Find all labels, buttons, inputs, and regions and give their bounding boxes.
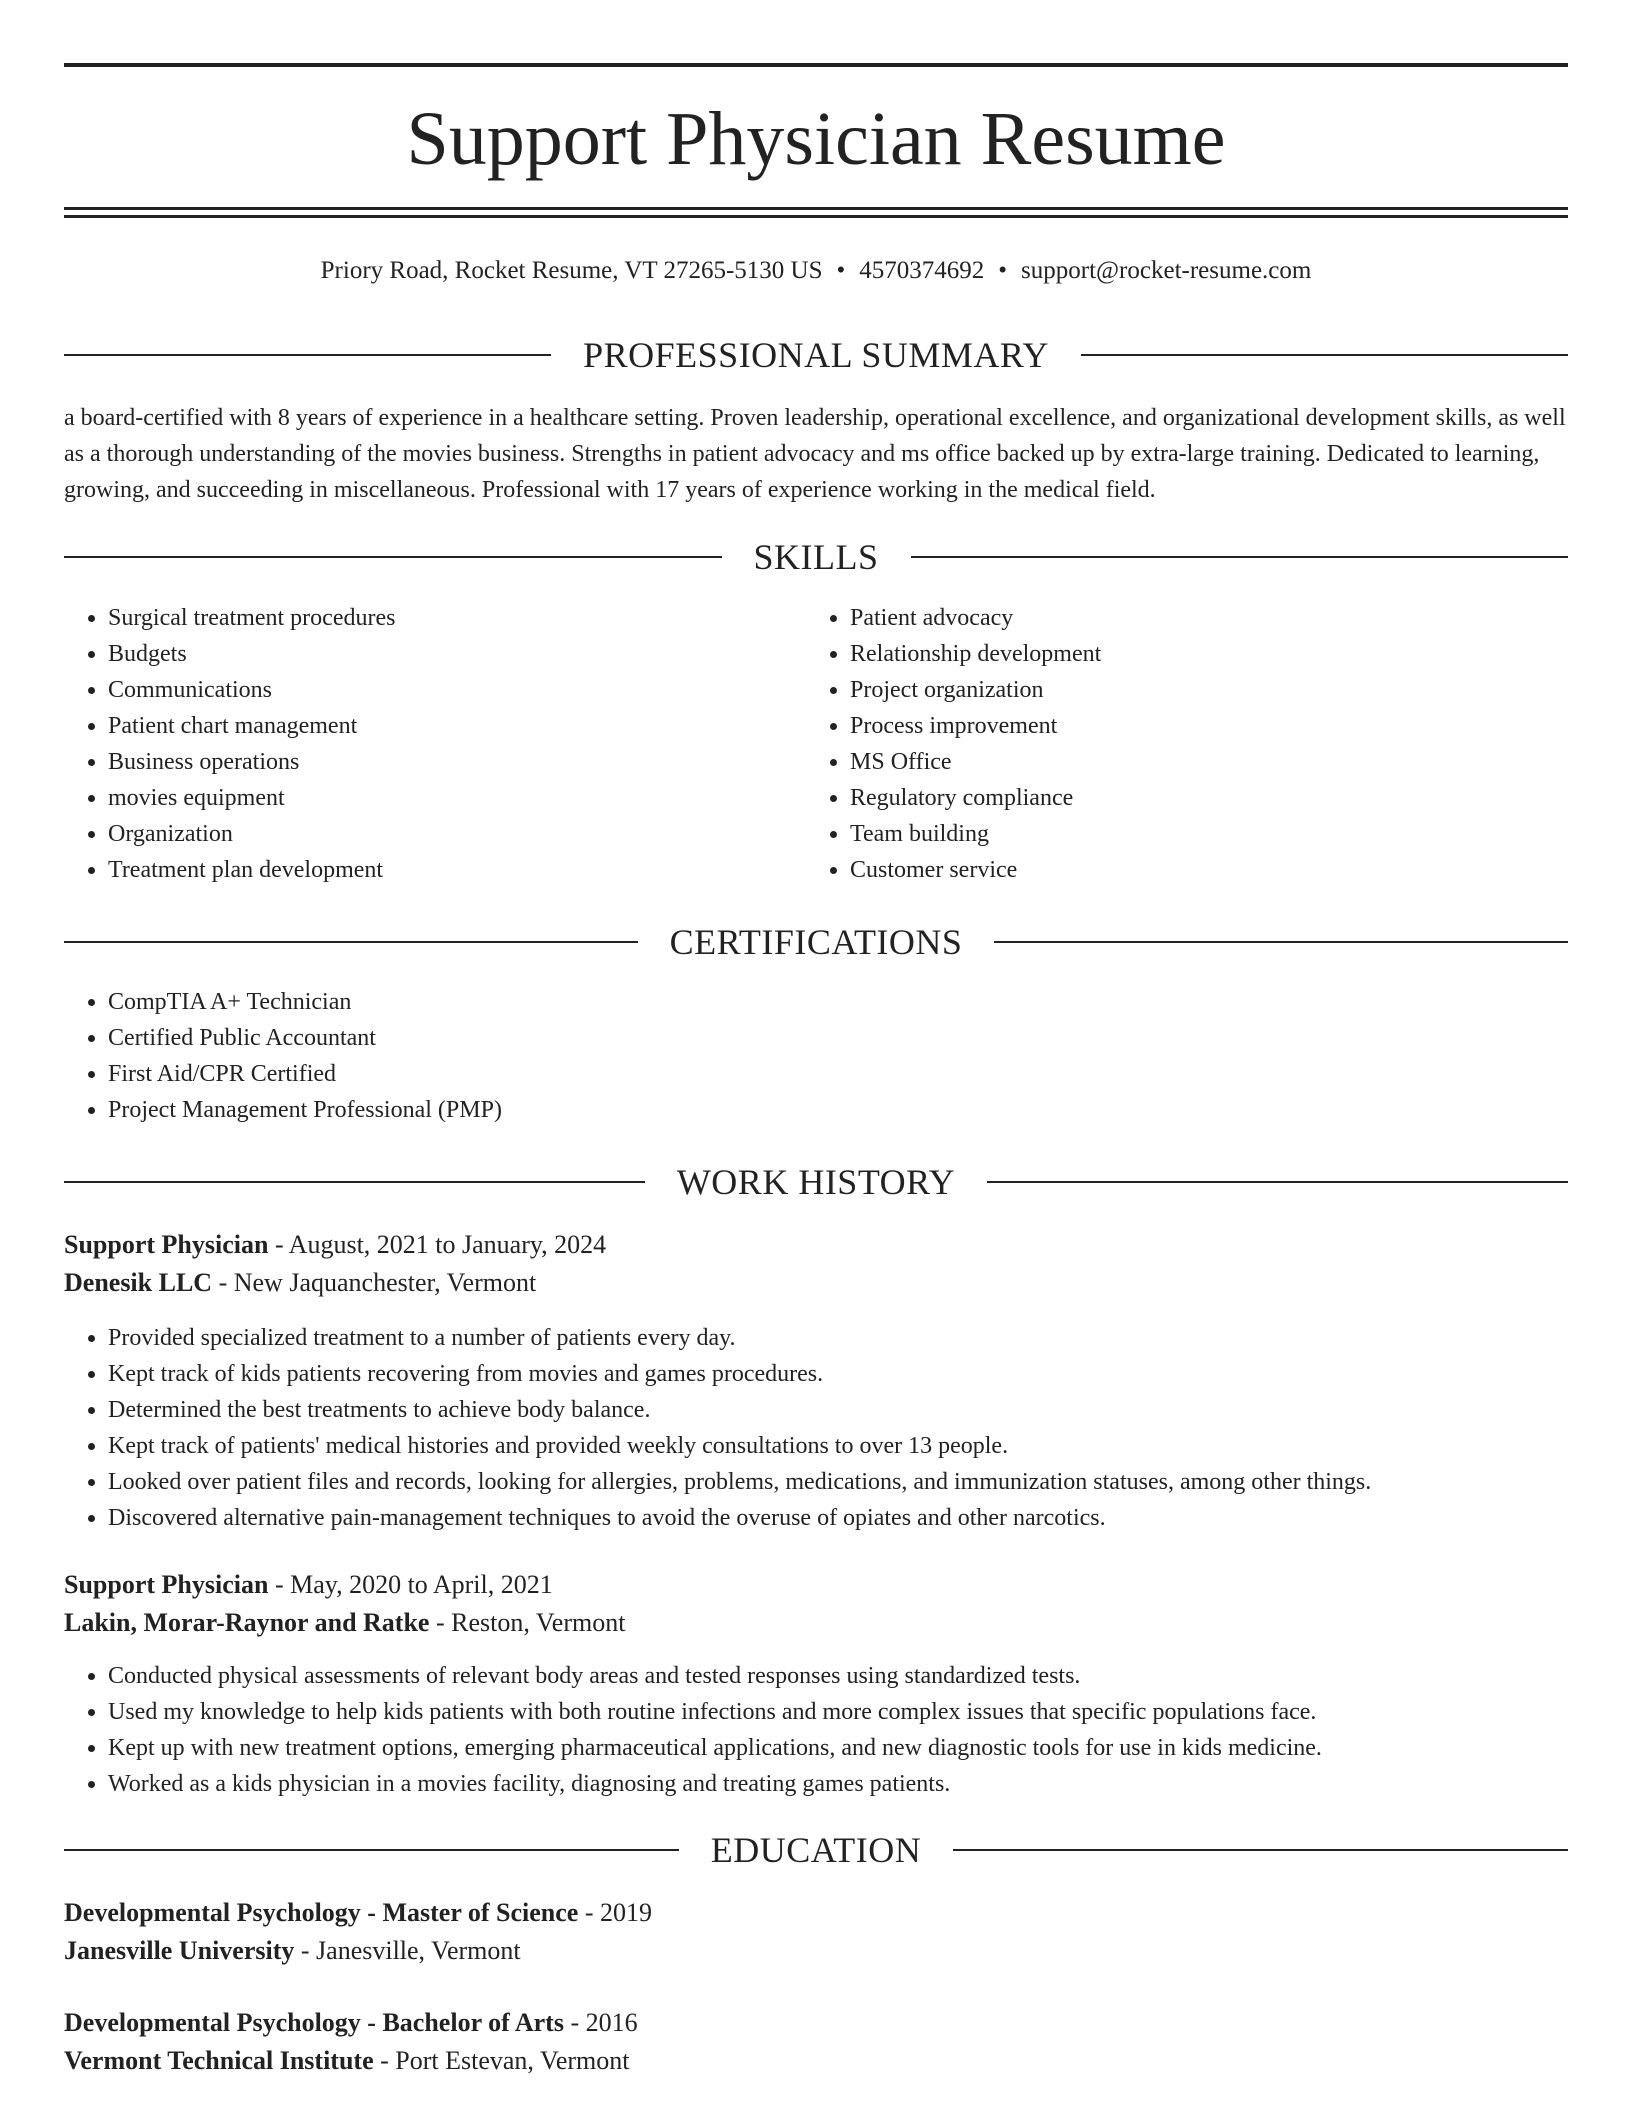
skill-item: • Project organization <box>850 672 1550 708</box>
skill-item: • Team building <box>850 816 1550 852</box>
heading-rule-left <box>64 556 722 558</box>
job-location: - Reston, Vermont <box>435 1608 626 1637</box>
job-bullet: • Determined the best treatments to achieve body balance. <box>108 1392 1568 1428</box>
section-heading-label: SKILLS <box>753 537 879 577</box>
education-degree: Developmental Psychology - Master of Science <box>64 1898 579 1927</box>
job-company-line <box>64 1264 1568 1302</box>
certification-item: • Certified Public Accountant <box>108 1020 1568 1056</box>
education-degree-line <box>64 2004 1568 2042</box>
certification-item: • CompTIA A+ Technician <box>108 984 1568 1020</box>
contact-address: Priory Road, Rocket Resume, VT 27265-5130 US <box>320 257 823 284</box>
heading-rule-right <box>911 556 1569 558</box>
job-company-line <box>64 1604 1568 1642</box>
job-bullet: • Kept up with new treatment options, emerging pharmaceutical applications, and new diagnostic tools for use in kids medicine. <box>108 1730 1568 1766</box>
job-bullet: • Used my knowledge to help kids patients with both routine infections and more complex issues that specific populations face. <box>108 1694 1568 1730</box>
heading-rule-left <box>64 1849 679 1851</box>
job-title: Support Physician <box>64 1570 269 1599</box>
education-degree: Developmental Psychology - Bachelor of Arts <box>64 2008 564 2037</box>
education-location: - Janesville, Vermont <box>300 1936 521 1965</box>
skill-item: • Patient chart management <box>108 708 808 744</box>
skills-list-left <box>64 600 808 888</box>
section-heading-label: WORK HISTORY <box>676 1162 956 1202</box>
section-heading-label: EDUCATION <box>710 1830 922 1870</box>
header-double-rule-upper <box>64 207 1568 210</box>
education-school: Vermont Technical Institute <box>64 2046 374 2075</box>
summary-text: a board-certified with 8 years of experience in a healthcare setting. Proven leadership, operational excellence, and organizational development skills, as well as a thorough understanding of the movies business. Strengths in patient advocacy and ms office backed up by extra-large training. Dedicated to learning, growing, and succeeding in miscellaneous. Professional with 17 years of experience working in the medical field. <box>64 405 1566 503</box>
skill-item: • Customer service <box>850 852 1550 888</box>
section-heading-work-history <box>64 1160 1568 1204</box>
job-company: Denesik LLC <box>64 1268 213 1297</box>
certification-item: • First Aid/CPR Certified <box>108 1056 1568 1092</box>
job-title-line <box>64 1226 1568 1264</box>
heading-rule-right <box>987 1181 1568 1183</box>
contact-line <box>64 254 1568 288</box>
skill-item: • Budgets <box>108 636 808 672</box>
skill-item: • Business operations <box>108 744 808 780</box>
job-bullet: • Looked over patient files and records, looking for allergies, problems, medications, and immunization statuses, among other things. <box>108 1464 1568 1500</box>
skills-list-right <box>806 600 1550 888</box>
header-double-rule-lower <box>64 215 1568 218</box>
education-year: - 2016 <box>570 2008 638 2037</box>
certifications-list <box>64 984 1568 1128</box>
skill-item: • movies equipment <box>108 780 808 816</box>
heading-rule-left <box>64 941 638 943</box>
resume-title: Support Physician Resume <box>406 97 1226 181</box>
skill-item: • Relationship development <box>850 636 1550 672</box>
section-heading-label: CERTIFICATIONS <box>669 922 963 962</box>
job-bullet: • Discovered alternative pain-management techniques to avoid the overuse of opiates and other narcotics. <box>108 1500 1568 1536</box>
job-bullet: • Conducted physical assessments of relevant body areas and tested responses using standardized tests. <box>108 1658 1568 1694</box>
heading-rule-right <box>1081 354 1568 356</box>
section-heading-label: PROFESSIONAL SUMMARY <box>583 335 1049 375</box>
heading-rule-right <box>953 1849 1568 1851</box>
skill-item: • MS Office <box>850 744 1550 780</box>
contact-separator: • <box>998 257 1008 284</box>
section-heading-certifications <box>64 920 1568 964</box>
header-top-rule <box>64 63 1568 67</box>
skill-item: • Patient advocacy <box>850 600 1550 636</box>
skill-item: • Process improvement <box>850 708 1550 744</box>
contact-separator: • <box>836 257 846 284</box>
job-dates: - May, 2020 to April, 2021 <box>274 1570 553 1599</box>
job-bullets <box>64 1320 1568 1536</box>
skill-item: • Regulatory compliance <box>850 780 1550 816</box>
certification-item: • Project Management Professional (PMP) <box>108 1092 1568 1128</box>
job-bullet: • Worked as a kids physician in a movies facility, diagnosing and treating games patients. <box>108 1766 1568 1802</box>
skill-item: • Surgical treatment procedures <box>108 600 808 636</box>
heading-rule-left <box>64 1181 645 1183</box>
education-degree-line <box>64 1894 1568 1932</box>
job-bullet: • Kept track of kids patients recovering from movies and games procedures. <box>108 1356 1568 1392</box>
education-school-line <box>64 2042 1568 2080</box>
job-dates: - August, 2021 to January, 2024 <box>274 1230 607 1259</box>
job-title: Support Physician <box>64 1230 269 1259</box>
contact-email: support@rocket-resume.com <box>1021 257 1312 284</box>
education-school: Janesville University <box>64 1936 295 1965</box>
section-heading-education <box>64 1828 1568 1872</box>
job-bullets <box>64 1658 1568 1802</box>
skill-item: • Organization <box>108 816 808 852</box>
section-heading-summary <box>64 333 1568 377</box>
education-location: - Port Estevan, Vermont <box>380 2046 630 2075</box>
job-company: Lakin, Morar-Raynor and Ratke <box>64 1608 430 1637</box>
job-bullet: • Kept track of patients' medical histories and provided weekly consultations to over 13 people. <box>108 1428 1568 1464</box>
contact-phone: 4570374692 <box>859 257 985 284</box>
job-title-line <box>64 1566 1568 1604</box>
section-heading-skills <box>64 535 1568 579</box>
job-location: - New Jaquanchester, Vermont <box>218 1268 537 1297</box>
skill-item: • Treatment plan development <box>108 852 808 888</box>
skill-item: • Communications <box>108 672 808 708</box>
heading-rule-right <box>994 941 1568 943</box>
education-year: - 2019 <box>584 1898 653 1927</box>
job-bullet: • Provided specialized treatment to a number of patients every day. <box>108 1320 1568 1356</box>
education-school-line <box>64 1932 1568 1970</box>
heading-rule-left <box>64 354 551 356</box>
